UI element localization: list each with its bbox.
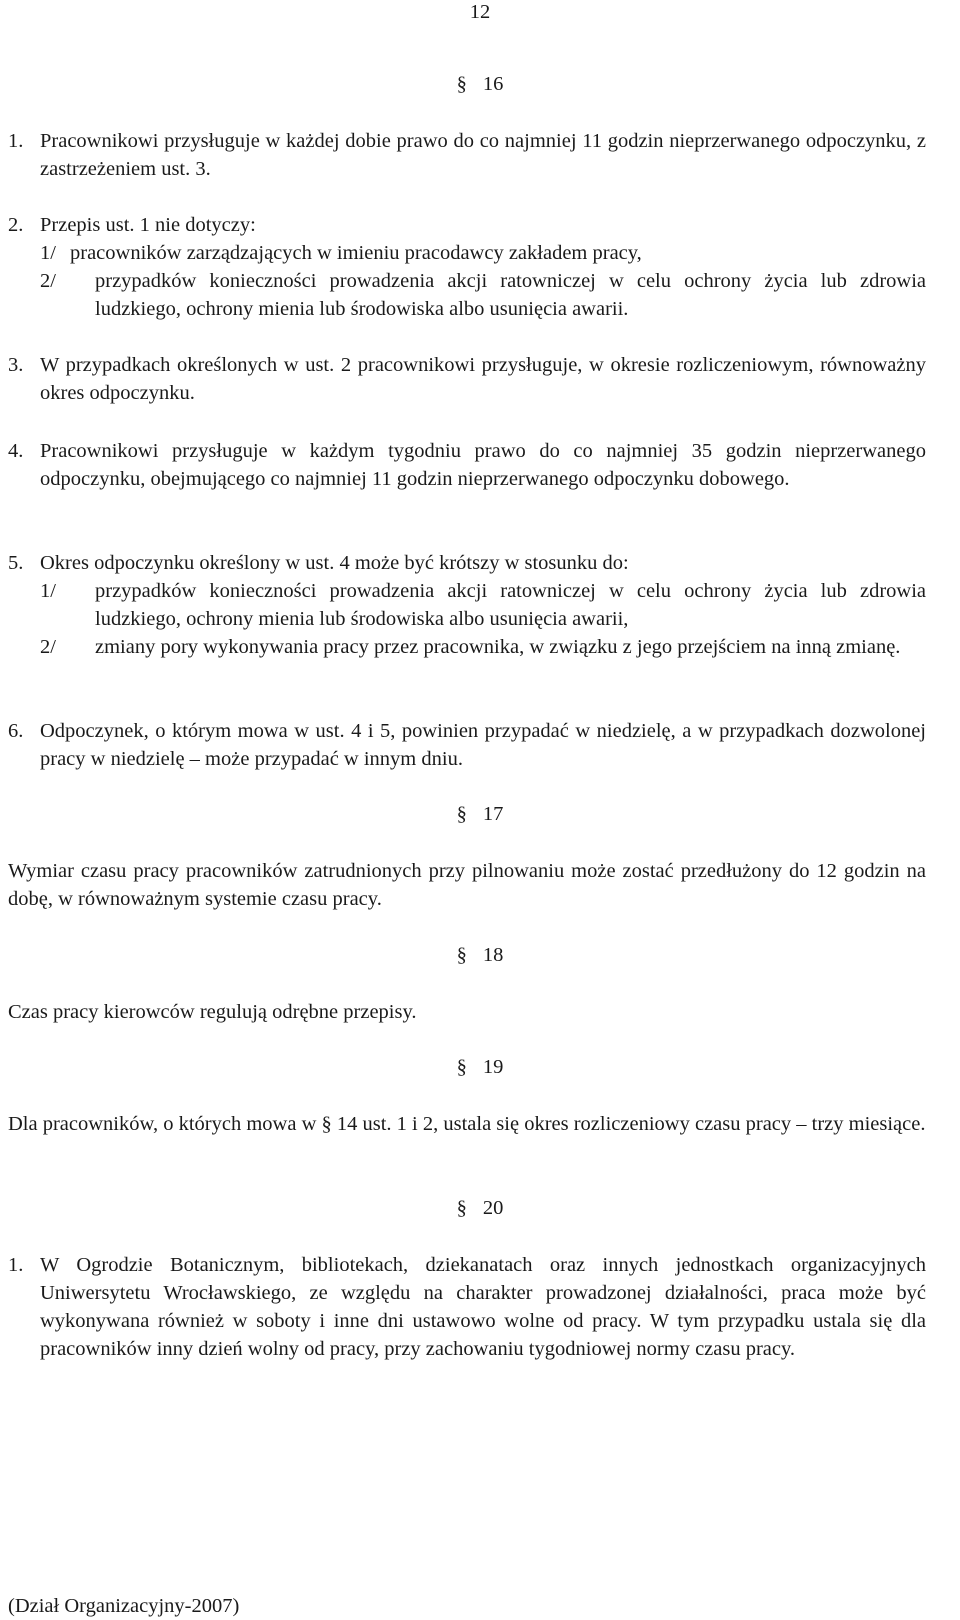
section-number: 18: [482, 944, 504, 966]
section-17-text: Wymiar czasu pracy pracowników zatrudnionych przy pilnowaniu może zostać przedłużony do 12 godzin na dobę, w równoważnym systemie czasu pracy.: [8, 860, 926, 910]
section-sign: §: [456, 803, 467, 825]
section-sign: §: [456, 944, 467, 966]
list-item-number: 1/: [40, 580, 56, 602]
section-number: 17: [482, 803, 504, 825]
paragraph-16-4: [8, 437, 926, 493]
section-sign: §: [456, 1056, 467, 1078]
paragraph-number: 4.: [8, 440, 24, 462]
section-heading-16: [0, 70, 960, 98]
page-number: 12: [469, 1, 491, 23]
section-19-text: Dla pracowników, o których mowa w § 14 ust. 1 i 2, ustala się okres rozliczeniowy czasu pracy – trzy miesiące.: [8, 1113, 926, 1135]
paragraph-16-5: [8, 549, 926, 661]
paragraph-text: Pracownikowi przysługuje w każdym tygodniu prawo do co najmniej 35 godzin nieprzerwanego odpoczynku, obejmującego co najmniej 11 godzin nieprzerwanego odpoczynku dobowego.: [40, 440, 926, 490]
paragraph-16-3: [8, 351, 926, 407]
paragraph-number: 3.: [8, 354, 24, 376]
paragraph-text: Odpoczynek, o którym mowa w ust. 4 i 5, powinien przypadać w niedzielę, a w przypadkach dozwolonej pracy w niedzielę – może przypadać w innym dniu.: [40, 720, 926, 770]
list-item: [40, 239, 926, 267]
section-sign: §: [456, 73, 467, 95]
list-item-text: przypadków konieczności prowadzenia akcji ratowniczej w celu ochrony życia lub zdrowia ludzkiego, ochrony mienia lub środowiska albo usunięcia awarii,: [95, 580, 926, 630]
paragraph-text: W Ogrodzie Botanicznym, bibliotekach, dziekanatach oraz innych jednostkach organizacyjnych Uniwersytetu Wrocławskiego, ze względu na charakter prowadzonej działalności, praca może być wykonywana również w soboty i inne dni ustawowo wolne od pracy. W tym przypadku ustala się dla pracowników inny dzień wolny od pracy, przy zachowaniu tygodniowej normy czasu pracy.: [40, 1254, 926, 1360]
paragraph-16-2: [8, 211, 926, 323]
footer-text: (Dział Organizacyjny-2007): [8, 1595, 240, 1617]
section-sign: §: [456, 1197, 467, 1219]
paragraph-20-1: [8, 1251, 926, 1363]
paragraph-number: 1.: [8, 1254, 24, 1276]
section-number: 16: [482, 73, 504, 95]
section-heading-18: [0, 941, 960, 969]
section-number: 19: [482, 1056, 504, 1078]
list-item-text: przypadków konieczności prowadzenia akcji ratowniczej w celu ochrony życia lub zdrowia ludzkiego, ochrony mienia lub środowiska albo usunięcia awarii.: [95, 270, 926, 320]
list-item: [40, 267, 926, 323]
paragraph-number: 1.: [8, 130, 24, 152]
paragraph-text: Przepis ust. 1 nie dotyczy:: [40, 214, 256, 236]
list-item-text: zmiany pory wykonywania pracy przez pracownika, w związku z jego przejściem na inną zmianę.: [95, 636, 901, 658]
list-item-number: 2/: [40, 636, 56, 658]
paragraph-text: Pracownikowi przysługuje w każdej dobie prawo do co najmniej 11 godzin nieprzerwanego odpoczynku, z zastrzeżeniem ust. 3.: [40, 130, 926, 180]
section-number: 20: [482, 1197, 504, 1219]
paragraph-number: 5.: [8, 552, 24, 574]
section-heading-20: [0, 1194, 960, 1222]
paragraph-number: 6.: [8, 720, 24, 742]
list-item: [40, 577, 926, 633]
paragraph-16-6: [8, 717, 926, 773]
list-item-number: 1/: [40, 242, 56, 264]
list-item-number: 2/: [40, 270, 56, 292]
list-item-text: pracowników zarządzających w imieniu pracodawcy zakładem pracy,: [70, 242, 642, 264]
list-item: [40, 633, 926, 661]
paragraph-16-1: [8, 127, 926, 183]
section-heading-19: [0, 1053, 960, 1081]
section-heading-17: [0, 800, 960, 828]
paragraph-text: Okres odpoczynku określony w ust. 4 może być krótszy w stosunku do:: [40, 552, 629, 574]
paragraph-text: W przypadkach określonych w ust. 2 pracownikowi przysługuje, w okresie rozliczeniowym, równoważny okres odpoczynku.: [40, 354, 926, 404]
paragraph-number: 2.: [8, 214, 24, 236]
section-18-text: Czas pracy kierowców regulują odrębne przepisy.: [8, 1001, 417, 1023]
